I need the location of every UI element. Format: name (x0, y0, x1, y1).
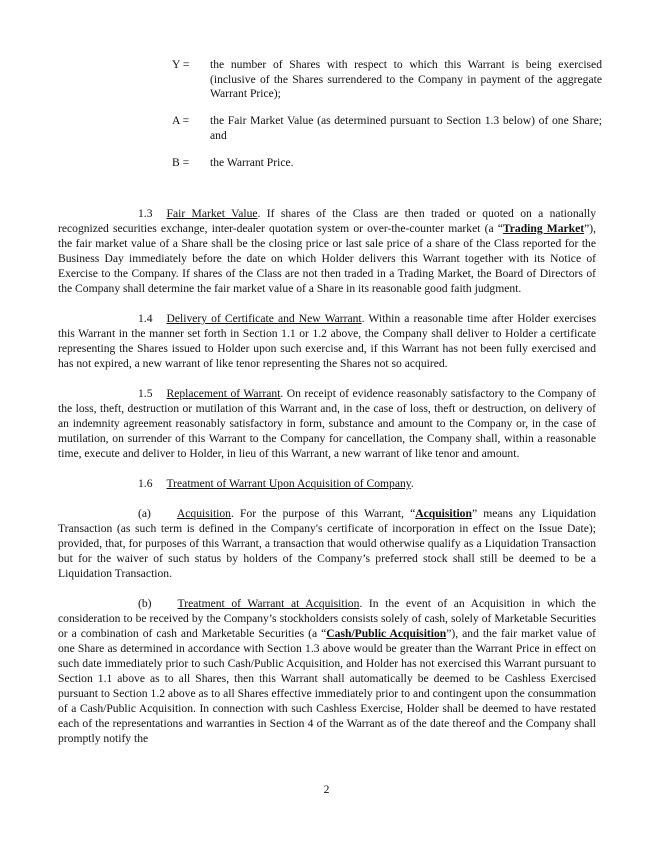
definition-a (172, 114, 602, 143)
definition-text: the number of Shares with respect to which this Warrant is being exercised (inclusive of the Shares surrendered to the Company in payment of the aggregate Warrant Price); (210, 58, 602, 101)
definition-y (172, 58, 602, 102)
section-text: ” means any Liquidation Transaction (as such term is defined in the Company's certificate of incorporation in effect on the Issue Date); provided, that, for purposes of this Warrant, a transaction that would otherwise qualify as a Liquidation Transaction but for the waiver of such status by holders of the Company’s preferred stock shall still be deemed to be a Liquidation Transaction. (58, 507, 597, 580)
section-text: . If shares of the Class are then traded or quoted on a nationally recognized securities exchange, inter-dealer quotation system or over-the-counter market (a “ (58, 207, 596, 235)
definition-variable: B = (172, 155, 190, 169)
section-1-6 (58, 476, 596, 491)
section-text: . For the purpose of this Warrant, “ (230, 507, 416, 520)
section-number: 1.6 (138, 477, 153, 490)
formula-definitions (172, 58, 602, 183)
section-text: ”), and the fair market value of one Share as determined in accordance with Section 1.3 above would be greater than the Warrant Price in effect on such date immediately prior to such Cash/Public Acquisition, and Holder has not exercised this Warrant pursuant to Section 1.1 above as to all Shares, then this Warrant shall automatically be deemed to be Cashless Exercised pursuant to Section 1.2 above as to all Shares effective immediately prior to and contingent upon the consummation of a Cash/Public Acquisition. In connection with such Cashless Exercise, Holder shall be deemed to have restated each of the representations and warranties in Section 4 of the Warrant as of the date thereof and the Company shall promptly notify the (58, 627, 597, 745)
section-1-4 (58, 311, 596, 371)
section-title: Treatment of Warrant Upon Acquisition of Company (166, 477, 411, 490)
defined-term: Trading Market (502, 222, 585, 235)
section-text: . Within a reasonable time after Holder exercises this Warrant in the manner set forth in Section 1.1 or 1.2 above, the Company shall deliver to Holder a certificate representing the Shares issued to Holder upon such exercise and, if this Warrant has not been fully exercised and has not expired, a new warrant of like tenor representing the Shares not so acquired. (58, 312, 596, 370)
definition-text: the Fair Market Value (as determined pursuant to Section 1.3 below) of one Share; and (210, 114, 602, 142)
section-number: 1.4 (138, 312, 153, 325)
document-body (58, 206, 596, 761)
section-text: . On receipt of evidence reasonably satisfactory to the Company of the loss, theft, destruction or mutilation of this Warrant and, in the case of loss, theft or destruction, on delivery of an indemnity agreement reasonably satisfactory in form, substance and amount to the Company or, in the case of mutilation, on surrender of this Warrant to the Company for cancellation, the Company shall, within a reasonable time, execute and deliver to Holder, in lieu of this Warrant, a new warrant of like tenor and amount. (58, 387, 596, 460)
section-text: . In the event of an Acquisition in which the consideration to be received by the Company’s stockholders consists solely of cash, solely of Marketable Securities or a combination of cash and Marketable Securities (a “ (58, 597, 596, 640)
section-number: 1.3 (138, 207, 153, 220)
section-1-5 (58, 386, 596, 461)
defined-term: Acquisition (415, 507, 472, 520)
section-1-3 (58, 206, 596, 296)
section-title: Fair Market Value (166, 207, 258, 220)
defined-term: Cash/Public Acquisition (326, 627, 447, 640)
definition-variable: Y = (172, 58, 190, 71)
definition-b (172, 156, 602, 171)
definition-variable: A = (172, 114, 190, 128)
section-text: . (410, 477, 414, 490)
definition-text: the Warrant Price. (210, 155, 294, 169)
subsection-number: (b) (138, 597, 152, 610)
page-number: 2 (323, 783, 330, 796)
section-title: Replacement of Warrant (166, 387, 281, 400)
section-text: ”), the fair market value of a Share shall be the closing price or last sale price of a share of the Class reported for the Business Day immediately before the date on which Holder delivers this Warrant together with its Notice of Exercise to the Company. If shares of the Class are not then traded in a Trading Market, the Board of Directors of the Company shall determine the fair market value of a Share in its reasonable good faith judgment. (58, 222, 597, 295)
section-1-6-b (58, 596, 596, 746)
subsection-number: (a) (138, 507, 151, 520)
section-title: Delivery of Certificate and New Warrant (166, 312, 362, 325)
section-1-6-a (58, 506, 596, 581)
subsection-title: Acquisition (176, 507, 231, 520)
section-number: 1.5 (138, 387, 153, 400)
subsection-title: Treatment of Warrant at Acquisition (177, 597, 360, 610)
